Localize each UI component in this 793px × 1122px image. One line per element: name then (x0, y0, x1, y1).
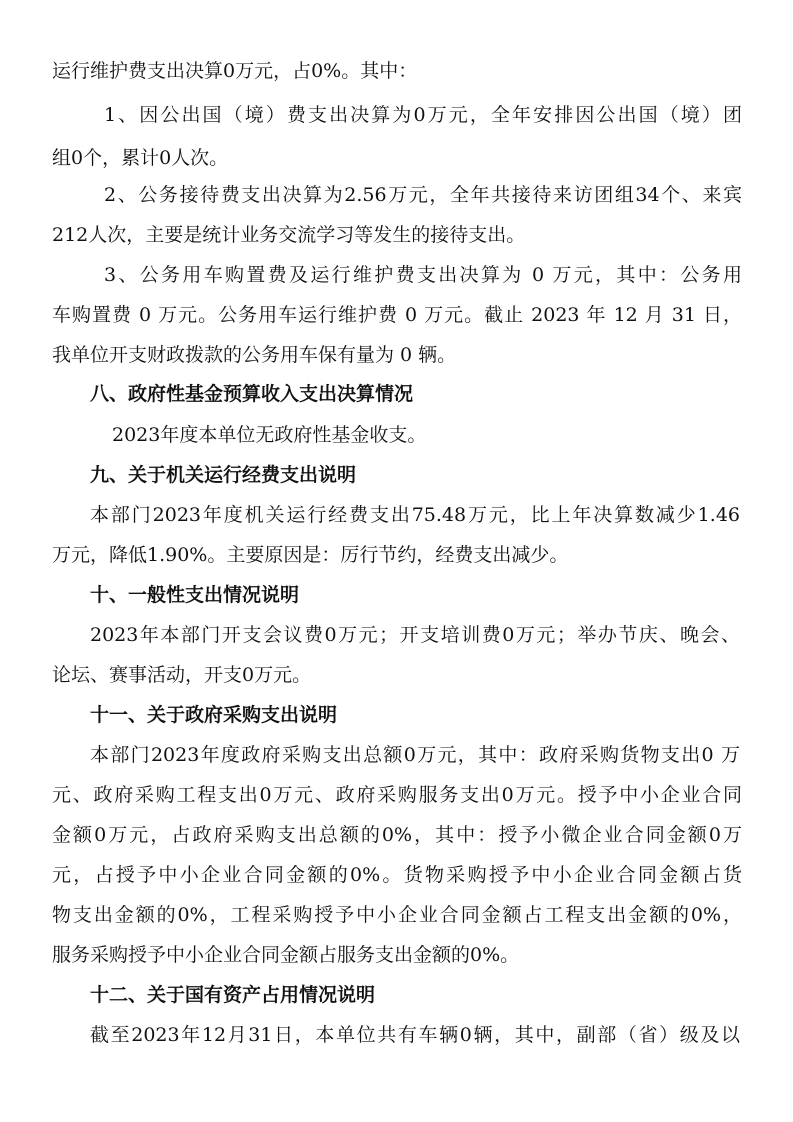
section-heading: 十二、关于国有资产占用情况说明 (90, 984, 376, 1006)
section-heading: 九、关于机关运行经费支出说明 (90, 464, 357, 486)
paragraph-line: 金额0万元，占政府采购支出总额的0%，其中：授予小微企业合同金额0万 (52, 824, 742, 846)
paragraph-line: 212人次，主要是统计业务交流学习等发生的接待支出。 (52, 224, 526, 246)
paragraph-line: 本部门2023年度机关运行经费支出75.48万元，比上年决算数减少1.46 (90, 504, 740, 526)
paragraph-line: 论坛、赛事活动，开支0万元。 (52, 664, 312, 686)
paragraph-line: 1、因公出国（境）费支出决算为0万元，全年安排因公出国（境）团 (104, 104, 742, 126)
section-heading: 十、一般性支出情况说明 (90, 584, 300, 606)
paragraph-line: 万元，降低1.90%。主要原因是：厉行节约，经费支出减少。 (52, 544, 569, 566)
paragraph-line: 2、公务接待费支出决算为2.56万元，全年共接待来访团组34个、来宾 (104, 184, 742, 206)
paragraph-line: 运行维护费支出决算0万元，占0%。其中： (52, 60, 418, 82)
paragraph-line: 物支出金额的0%，工程采购授予中小企业合同金额占工程支出金额的0%， (52, 904, 742, 926)
paragraph-line: 车购置费 0 万元。公务用车运行维护费 0 万元。截止 2023 年 12 月 31 日， (52, 304, 742, 326)
paragraph-line: 本部门2023年度政府采购支出总额0万元，其中：政府采购货物支出0 万 (90, 744, 740, 766)
paragraph-line: 元、政府采购工程支出0万元、政府采购服务支出0万元。授予中小企业合同 (52, 784, 742, 806)
paragraph-line: 截至2023年12月31日，本单位共有车辆0辆，其中，副部（省）级及以 (90, 1024, 740, 1046)
paragraph-line: 元，占授予中小企业合同金额的0%。货物采购授予中小企业合同金额占货 (52, 864, 742, 886)
section-heading: 八、政府性基金预算收入支出决算情况 (90, 383, 414, 405)
paragraph-line: 组0个，累计0人次。 (52, 147, 229, 169)
paragraph-line: 2023年度本单位无政府性基金收支。 (112, 424, 427, 446)
paragraph-line: 2023年本部门开支会议费0万元；开支培训费0万元；举办节庆、晚会、 (90, 624, 740, 646)
paragraph-line: 我单位开支财政拨款的公务用车保有量为 0 辆。 (52, 344, 457, 366)
section-heading: 十一、关于政府采购支出说明 (90, 704, 338, 726)
paragraph-line: 3、公务用车购置费及运行维护费支出决算为 0 万元，其中：公务用 (104, 264, 742, 286)
paragraph-line: 服务采购授予中小企业合同金额占服务支出金额的0%。 (52, 944, 520, 966)
